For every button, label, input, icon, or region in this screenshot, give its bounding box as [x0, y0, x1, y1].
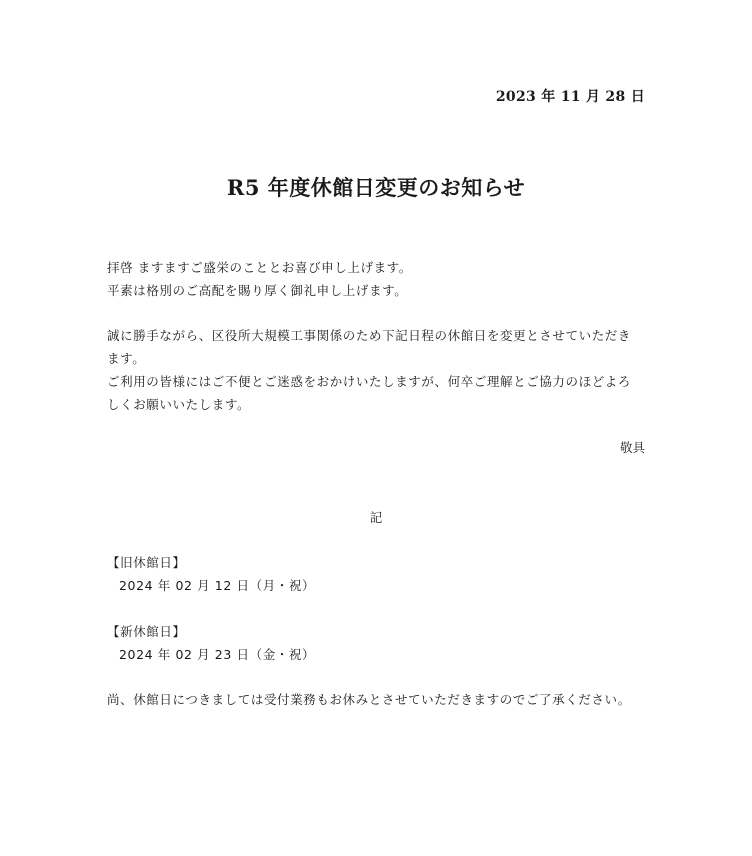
paragraph-line: ご利用の皆様にはご不便とご迷惑をおかけいたしますが、何卒ご理解とご協力のほどよろ [107, 374, 632, 389]
old-closure-date: 2024 年 02 月 12 日（月・祝） [119, 578, 316, 593]
closing-note: 尚、休館日につきましては受付業務もお休みとさせていただきますのでご了承ください。 [107, 692, 631, 707]
document-date: 2023 年 11 月 28 日 [495, 89, 645, 105]
paragraph-line: ます。 [107, 351, 146, 366]
document-title: R5 年度休館日変更のお知らせ [226, 175, 526, 200]
greeting-line: 拝啓 ますますご盛栄のこととお喜び申し上げます。 [107, 260, 412, 275]
new-closure-heading: 【新休館日】 [107, 624, 186, 639]
paragraph-line: しくお願いいたします。 [107, 397, 251, 412]
greeting-line: 平素は格別のご高配を賜り厚く御礼申し上げます。 [107, 283, 408, 298]
paragraph-line: 誠に勝手ながら、区役所大規模工事関係のため下記日程の休館日を変更とさせていただき [107, 328, 632, 343]
main-paragraph [107, 324, 652, 416]
closing-word: 敬具 [619, 440, 645, 455]
ki-marker: 記 [369, 510, 383, 525]
greeting-block [107, 256, 652, 302]
new-closure-date: 2024 年 02 月 23 日（金・祝） [119, 647, 316, 662]
old-closure-heading: 【旧休館日】 [107, 555, 186, 570]
